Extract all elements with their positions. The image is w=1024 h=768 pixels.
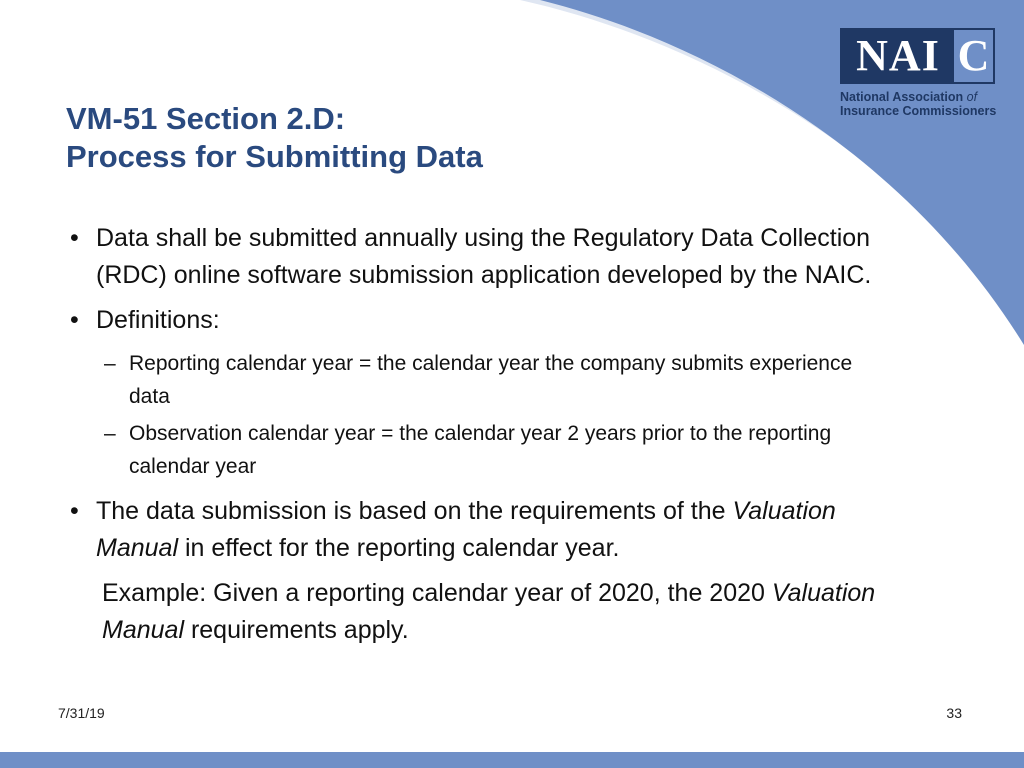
sub-bullet-reporting-year: – Reporting calendar year = the calendar year the company submits experience data [66, 347, 896, 413]
bullet-valuation-manual: • The data submission is based on the requirements of the Valuation Manual in effect for the reporting calendar year. [66, 493, 896, 567]
dash-icon: – [104, 352, 116, 375]
naic-logo [840, 28, 998, 118]
logo-letters-light: C [954, 30, 993, 82]
bullet-definitions: • Definitions: [66, 302, 896, 339]
example-paragraph: Example: Given a reporting calendar year of 2020, the 2020 Valuation Manual requirements apply. [102, 579, 876, 644]
logo-letters-dark: NAI [842, 30, 954, 82]
naic-logo-mark [840, 28, 995, 84]
sub-bullet-observation-year: – Observation calendar year = the calendar year 2 years prior to the reporting calendar year [66, 417, 896, 483]
bullet-icon: • [70, 497, 79, 525]
slide-content [66, 220, 896, 649]
footer-date: 7/31/19 [58, 705, 105, 721]
slide-title [66, 100, 483, 176]
title-line1: VM-51 Section 2.D: [66, 101, 346, 136]
logo-name-line2: Insurance Commissioners [840, 104, 997, 118]
page-number: 33 [946, 705, 962, 721]
bullet-rdc-submission: • Data shall be submitted annually using the Regulatory Data Collection (RDC) online software submission application developed by the NAIC. [66, 220, 896, 294]
title-line2: Process for Submitting Data [66, 139, 483, 174]
dash-icon: – [104, 422, 116, 445]
bullet-icon: • [70, 224, 79, 252]
bullet-icon: • [70, 306, 79, 334]
logo-name-line1: National Association of [840, 90, 978, 104]
bottom-bar [0, 752, 1024, 768]
